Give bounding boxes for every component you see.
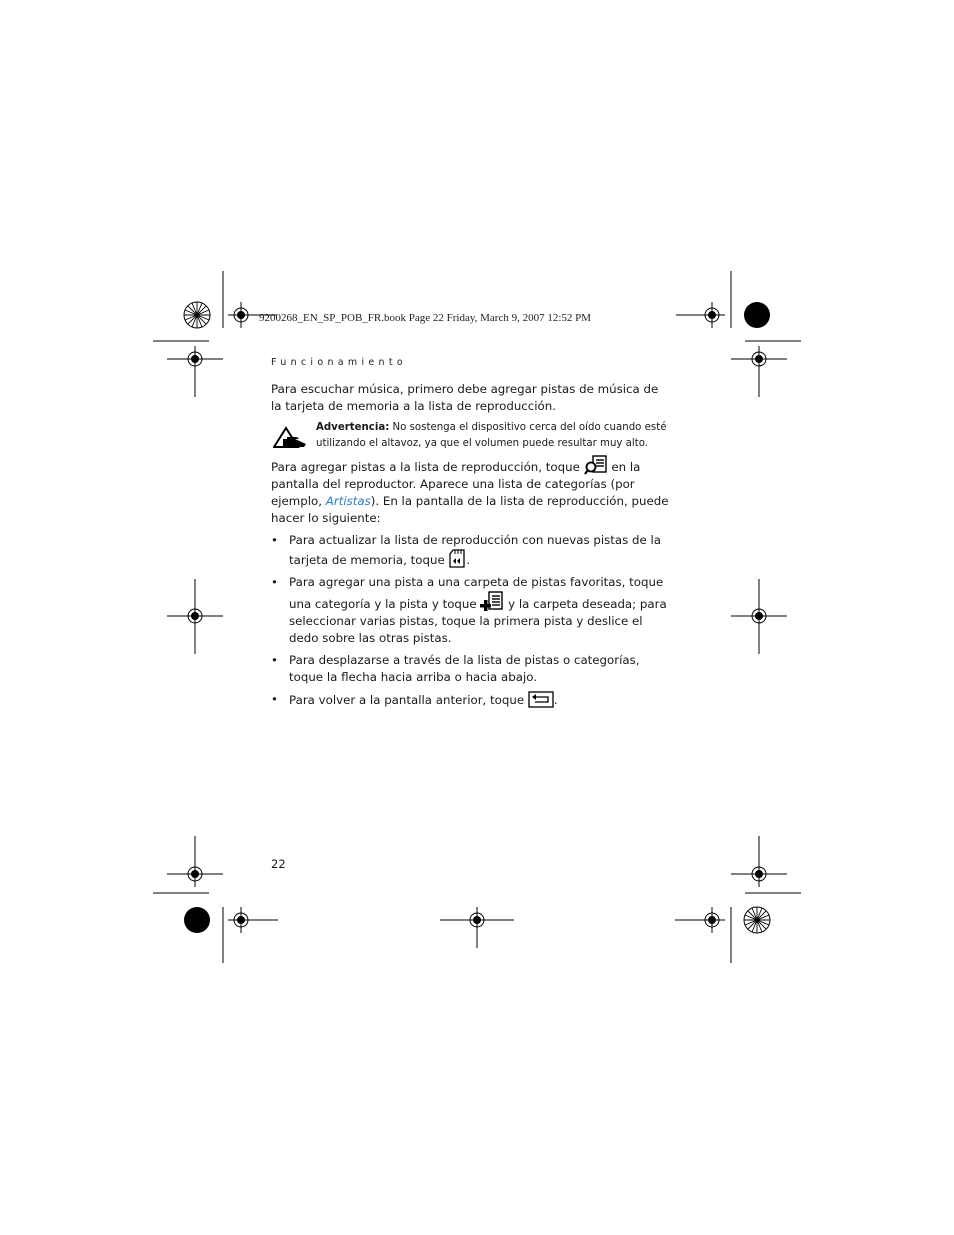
add-to-folder-icon[interactable] (480, 591, 504, 612)
bullet-symbol: • (271, 653, 278, 667)
bullet-text: . (466, 553, 471, 567)
warning-note (271, 420, 671, 454)
add-tracks-icon[interactable] (584, 455, 608, 475)
bullet-text: Para actualizar la lista de reproducción con nuevas pistas de la tarjeta de memoria, toque (289, 533, 662, 567)
bullet-text: Para desplazarse a través de la lista de pistas o categorías, toque la flecha hacia arriba o hacia abajo. (289, 653, 640, 684)
list-item (271, 691, 671, 709)
warning-label: Advertencia: (316, 422, 390, 433)
bullet-text: . (553, 693, 558, 707)
bullet-text: y la carpeta deseada; para seleccionar varias pistas, toque la primera pista y deslice el dedo sobre las otras pistas. (289, 597, 667, 645)
warning-text: No sostenga el dispositivo cerca del oído cuando esté utilizando el altavoz, ya que el volumen puede resultar muy alto. (316, 422, 667, 449)
intro-paragraph: Para escuchar música, primero debe agregar pistas de música de la tarjeta de memoria a la lista de reproducción. (271, 382, 659, 413)
artists-link[interactable]: Artistas (325, 494, 371, 508)
list-item (271, 532, 671, 569)
warning-hand-icon (273, 426, 307, 448)
section-title: Funcionamiento (271, 357, 408, 368)
bullet-symbol: • (271, 692, 278, 706)
page-number: 22 (271, 857, 286, 871)
playlist-paragraph (271, 455, 671, 527)
actions-list (271, 532, 671, 709)
back-arrow-icon[interactable] (528, 691, 554, 708)
playlist-text-3: ). En la pantalla de la lista de reproducción, puede hacer lo siguiente: (271, 494, 669, 525)
page-content (271, 381, 671, 714)
memory-card-refresh-icon[interactable] (448, 549, 466, 568)
bullet-symbol: • (271, 575, 278, 589)
list-item (271, 652, 671, 686)
playlist-text-1: Para agregar pistas a la lista de reproducción, toque (271, 460, 584, 474)
bullet-text: Para agregar una pista a una carpeta de pistas favoritas, toque una categoría y la pista y toque (289, 575, 664, 611)
bullet-text: Para volver a la pantalla anterior, toque (289, 693, 528, 707)
playlist-text-2: en la pantalla del reproductor. Aparece una lista de categorías (por ejemplo, (271, 460, 641, 508)
file-info-header: 9200268_EN_SP_POB_FR.book Page 22 Friday, March 9, 2007 12:52 PM (259, 312, 592, 324)
list-item (271, 574, 671, 647)
bullet-symbol: • (271, 533, 278, 547)
